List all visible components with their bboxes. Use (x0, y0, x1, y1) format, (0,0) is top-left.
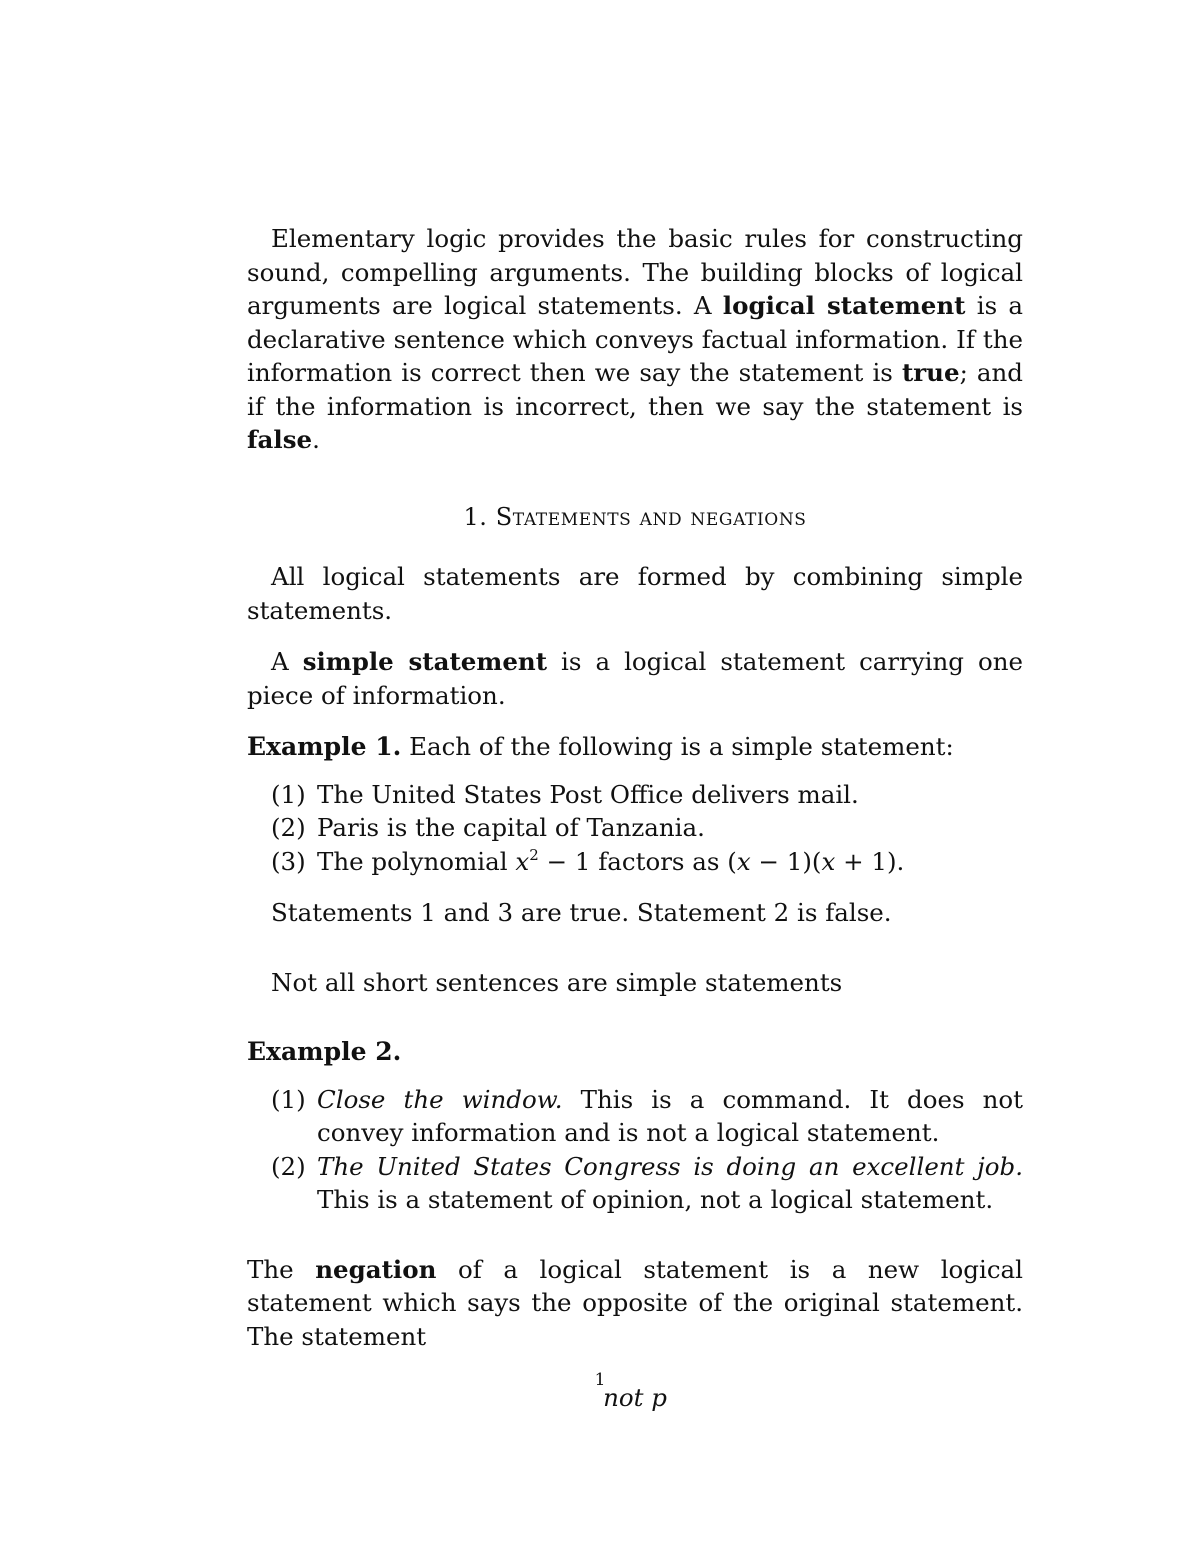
intro-paragraph (247, 222, 1023, 457)
example-2-list (247, 1083, 1023, 1217)
example-1-conclusion: Statements 1 and 3 are true. Statement 2 is false. (271, 898, 892, 927)
example-1-header (247, 730, 1023, 764)
item-text-part: − 1 factors as ( (538, 846, 737, 876)
para2-text-2: is a logical statement carrying one piece of information. (247, 647, 1023, 710)
spacer (247, 930, 1023, 966)
item-number: (2) (271, 813, 306, 842)
quoted-sentence: Close the window. (317, 1084, 563, 1114)
item-number: (1) (271, 779, 306, 809)
term-simple-statement: simple statement (302, 647, 548, 676)
term-true: true (901, 358, 960, 387)
list-item (271, 845, 1023, 879)
list-item (271, 1083, 1023, 1150)
intro-text-3: ; and if the information is incorrect, then we say the statement is (247, 358, 1023, 421)
quoted-sentence: The United States Congress is doing an excellent job. (317, 1151, 1023, 1181)
page-number: 1 (594, 1370, 606, 1390)
item-text-part: The polynomial (317, 846, 516, 876)
item-text (317, 1150, 1023, 1217)
list-item (271, 778, 1023, 812)
paragraph-short-sentences: Not all short sentences are simple statements (271, 967, 843, 997)
intro-text-1: Elementary logic provides the basic rules for constructing sound, compelling arguments. The building blocks of logical arguments are logical statements. A (247, 224, 1023, 320)
para4-text-2: of a logical statement is a new logical statement which says the opposite of the original statement. The statement (247, 1254, 1023, 1351)
example-2-header (247, 1035, 1023, 1069)
spacer (247, 712, 1023, 730)
term-false: false (247, 425, 313, 454)
list-item (271, 1150, 1023, 1217)
term-negation: negation (315, 1254, 437, 1284)
item-text-part: + 1). (835, 846, 905, 876)
math-exponent: 2 (529, 845, 539, 864)
para2-text-1: A (271, 647, 303, 676)
math-variable: x (821, 846, 836, 876)
paragraph-simple-statement-definition (247, 645, 1023, 712)
display-formula: not p (603, 1383, 667, 1412)
spacer (247, 878, 1023, 896)
paragraph-simple-statements: All logical statements are formed by combining simple statements. (247, 562, 1023, 625)
section-heading: 1. Statements and negations (463, 502, 807, 531)
example-2-label: Example 2. (247, 1037, 402, 1066)
item-explanation: This is a statement of opinion, not a logical statement. (317, 1185, 994, 1214)
item-explanation: This is a command. It does not convey information and is not a logical statement. (317, 1084, 1023, 1147)
intro-text-2: is a declarative sentence which conveys factual information. If the information is correct then we say the statement is (247, 291, 1024, 387)
paragraph-negation (247, 1253, 1023, 1354)
para4-text-1: The (247, 1254, 316, 1284)
spacer (247, 1217, 1023, 1253)
list-item (271, 811, 1023, 845)
item-text (317, 1083, 1023, 1150)
example-1-label: Example 1. (247, 732, 402, 761)
item-number: (2) (271, 1151, 306, 1181)
term-logical-statement: logical statement (722, 291, 966, 320)
text-column (247, 222, 1023, 1415)
item-text: The United States Post Office delivers mail. (317, 779, 859, 809)
item-text (317, 845, 1023, 879)
item-number: (3) (271, 846, 306, 876)
item-number: (1) (271, 1084, 306, 1114)
math-variable: x (515, 846, 530, 876)
item-text: Paris is the capital of Tanzania. (317, 813, 705, 842)
math-variable: x (736, 846, 751, 876)
intro-text-4: . (312, 425, 320, 454)
example-1-list (247, 778, 1023, 879)
item-text-part: − 1)( (750, 846, 822, 876)
spacer (247, 999, 1023, 1035)
spacer (247, 627, 1023, 645)
example-1-intro: Each of the following is a simple statement: (401, 732, 954, 761)
